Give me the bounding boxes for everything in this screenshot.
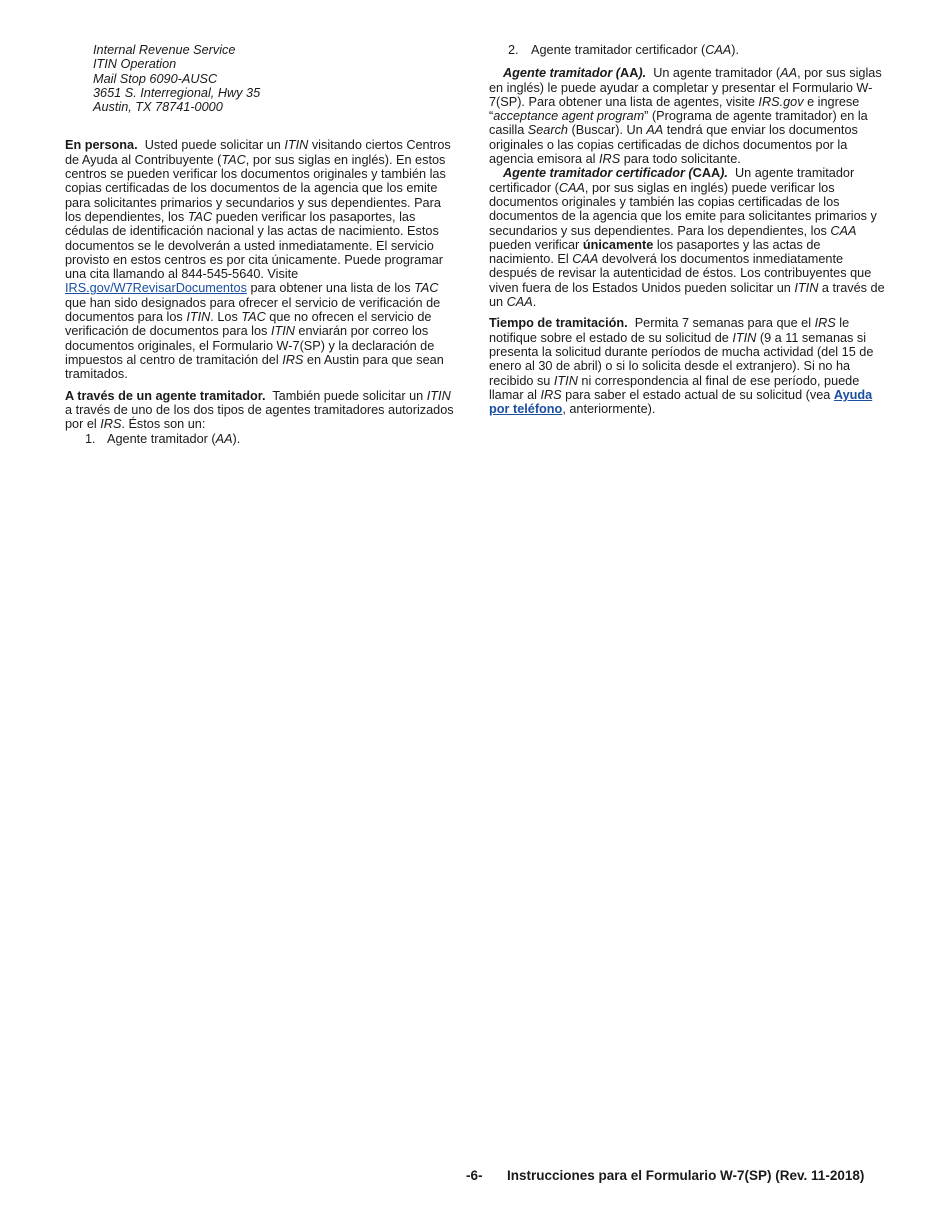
address-line: Mail Stop 6090-AUSC: [93, 71, 218, 86]
acceptance-agent-paragraph: A través de un agente tramitador. También puede solicitar un ITIN a través de uno de los dos tipos de agentes tramitadores autorizados por el IRS. Éstos son un:: [65, 388, 454, 432]
left-column: [65, 43, 460, 447]
footer-title: Instrucciones para el Formulario W-7(SP) (Rev. 11-2018): [507, 1168, 865, 1183]
aa-heading: Agente tramitador (AA).: [503, 66, 647, 81]
address-line: Austin, TX 78741-0000: [93, 100, 223, 115]
in-person-paragraph: En persona. Usted puede solicitar un ITIN visitando ciertos Centros de Ayuda al Contribuyente (TAC, por sus siglas en inglés). En estos centros se pueden verificar los documentos originales y también las copias certificadas de los documentos de la agencia que los emite para solicitantes primarios y secundarios y sus dependientes. Para los dependientes, los TAC pueden verificar los pasaportes, las cédulas de identificación nacional y las actas de nacimiento. Estos documentos se le devolverán a usted inmediatamente. El servicio provisto en estos centros es por cita únicamente. Puede programar una cita llamando al 844-545-5640. Visite IRS.gov/W7RevisarDocumentos para obtener una lista de los TAC que han sido designados para ofrecer el servicio de verificación de documentos para los ITIN. Los TAC que no ofrecen el servicio de verificación de documentos para los ITIN enviarán por correo los documentos originales, el Formulario W-7(SP) y la declaración de impuestos al centro de tramitación del IRS en Austin para que sean tramitados.: [65, 138, 451, 382]
w7-documents-link[interactable]: IRS.gov/W7RevisarDocumentos: [65, 281, 247, 296]
processing-time-paragraph: Tiempo de tramitación. Permita 7 semanas para que el IRS le notifique sobre el estado de su solicitud de ITIN (9 a 11 semanas si presenta la solicitud durante períodos de mucha actividad (del 15 de enero al 30 de abril) o si lo solicita desde el extranjero). Si no ha recibido su ITIN ni correspondencia al final de ese período, puede llamar al IRS para saber el estado actual de su solicitud (vea Ayuda por teléfono, anteriormente).: [489, 316, 874, 417]
address-line: 3651 S. Interregional, Hwy 35: [93, 85, 261, 100]
phone-help-link[interactable]: Ayuda por teléfono: [489, 387, 873, 417]
mailing-address: [93, 43, 460, 114]
caa-heading: Agente tramitador certificador (CAA).: [503, 166, 728, 181]
caa-paragraph: Agente tramitador certificador (CAA). Un agente tramitador certificador (CAA, por sus siglas en inglés) puede verificar los documentos originales y también las copias certificadas de los documentos de la agencia que los emite para solicitantes primarios y secundarios y sus dependientes. Para los dependientes, los CAA pueden verificar únicamente los pasaportes y las actas de nacimiento. El CAA devolverá los documentos inmediatamente después de revisar la autenticidad de éstos. Los contribuyentes que viven fuera de los Estados Unidos pueden solicitar un ITIN a través de un CAA.: [489, 166, 885, 310]
address-line: ITIN Operation: [93, 57, 177, 72]
list-item: 2. Agente tramitador certificador (CAA).: [508, 43, 740, 57]
in-person-heading: En persona.: [65, 138, 138, 153]
right-column: [489, 43, 886, 416]
page-number: -6-: [466, 1168, 483, 1183]
agent-type-list: [65, 432, 460, 446]
agent-type-list-continued: [489, 43, 886, 57]
aa-paragraph: Agente tramitador (AA). Un agente tramitador (AA, por sus siglas en inglés) le puede ayudar a completar y presentar el Formulario W-7(SP). Para obtener una lista de agentes, visite IRS.gov e ingrese “acceptance agent program” (Programa de agente tramitador) en la casilla Search (Buscar). Un AA tendrá que enviar los documentos originales o las copias certificadas de dichos documentos por la agencia emisora al IRS para todo solicitante.: [489, 66, 882, 167]
acceptance-agent-heading: A través de un agente tramitador.: [65, 388, 266, 403]
processing-time-heading: Tiempo de tramitación.: [489, 316, 628, 331]
address-line: Internal Revenue Service: [93, 43, 236, 57]
list-item: 1. Agente tramitador (AA).: [85, 432, 241, 447]
